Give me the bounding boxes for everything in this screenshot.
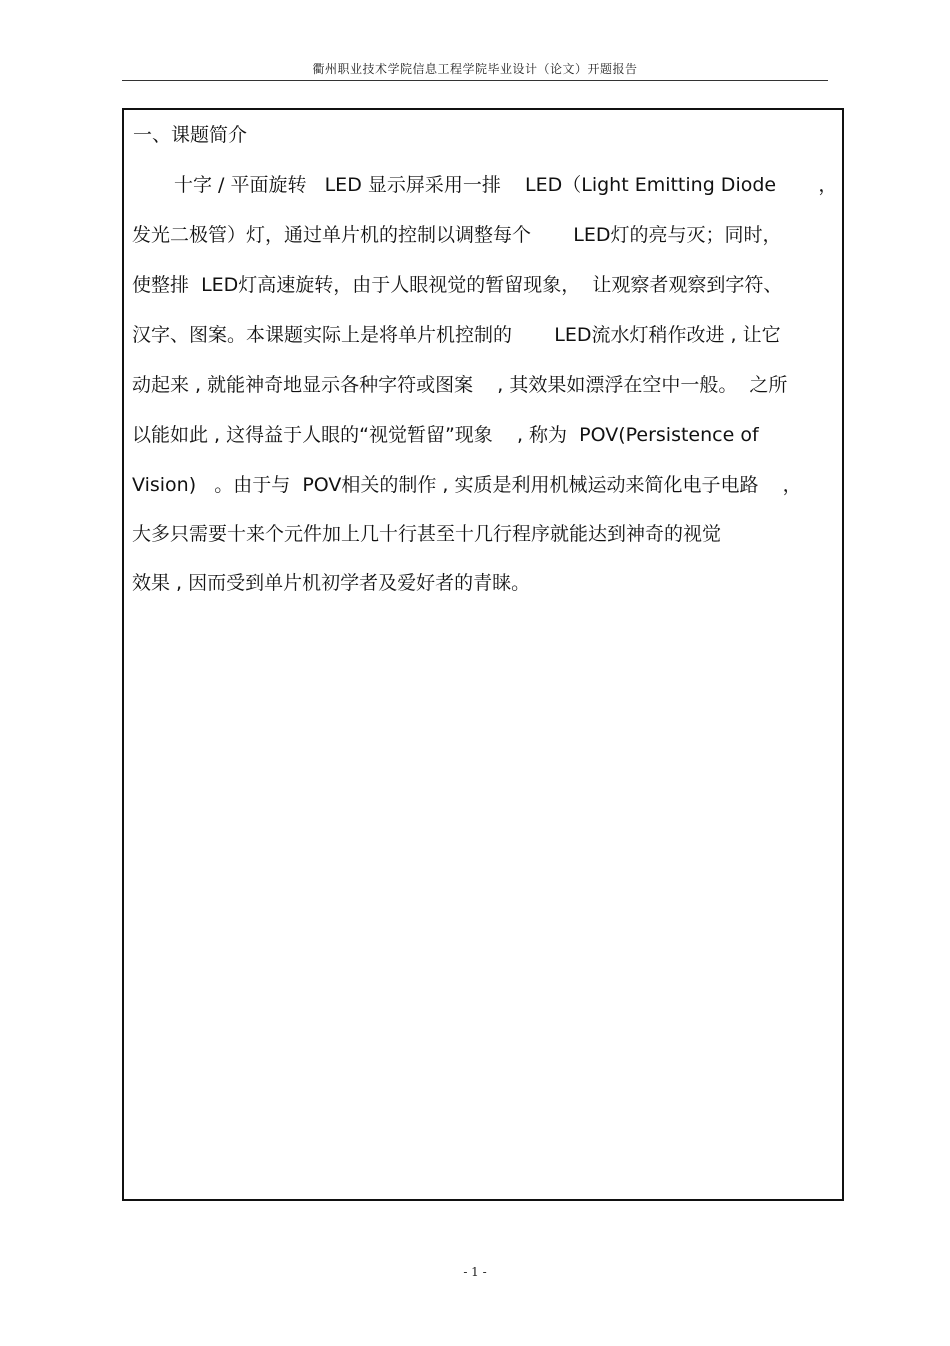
section-heading: 一、课题简介 — [133, 124, 248, 146]
page-header: 衢州职业技术学院信息工程学院毕业设计（论文）开题报告 — [312, 62, 638, 76]
paragraph-line-2: 发光二极管）灯，通过单片机的控制以调整每个 LED灯的亮与灭；同时， — [132, 224, 782, 246]
page-number: - 1 - — [463, 1265, 487, 1279]
paragraph-line-5: 动起来 , 就能神奇地显示各种字符或图案 , 其效果如漂浮在空中一般。 之所 — [132, 374, 788, 396]
paragraph-line-8: 大多只需要十来个元件加上几十行甚至十几行程序就能达到神奇的视觉 — [132, 523, 722, 545]
paragraph-line-9: 效果 , 因而受到单片机初学者及爱好者的青睐。 — [132, 572, 531, 594]
header-rule — [122, 80, 828, 81]
paragraph-line-3: 使整排 LED灯高速旋转，由于人眼视觉的暂留现象， 让观察者观察到字符、 — [132, 274, 783, 296]
paragraph-line-4: 汉字、图案。本课题实际上是将单片机控制的 LED流水灯稍作改进 , 让它 — [132, 324, 781, 346]
paragraph-line-1: 十字 / 平面旋转 LED 显示屏采用一排 LED（Light Emitting Diode ， — [174, 174, 838, 196]
paragraph-line-6: 以能如此 , 这得益于人眼的“视觉暂留”现象 , 称为 POV(Persistence of — [132, 424, 759, 446]
paragraph-line-7: Vision) 。由于与 POV相关的制作 , 实质是利用机械运动来简化电子电路 ， — [132, 474, 802, 496]
content-box — [122, 108, 844, 1201]
